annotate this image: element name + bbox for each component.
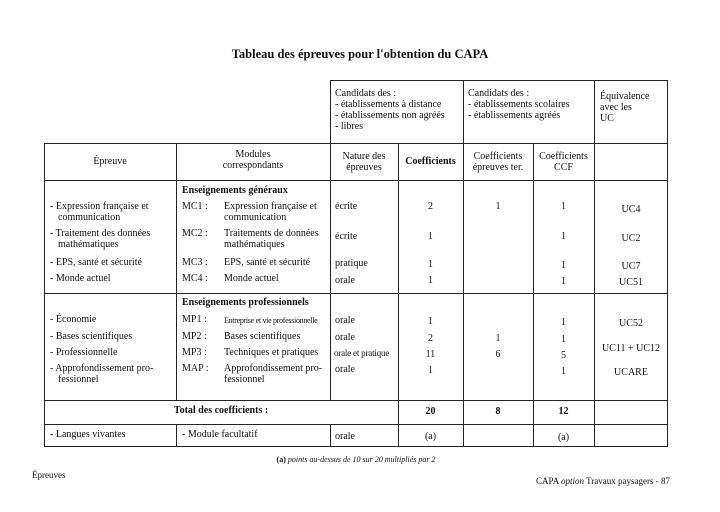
col-coefficients: Coefficients <box>405 156 456 167</box>
col-coef-ccf: Coefficients CCF <box>539 151 588 173</box>
uc-value: UC4 <box>621 204 641 215</box>
optional-ccf: (a) <box>557 432 570 443</box>
footnote: (a) points au-dessus de 10 sur 20 multipliés par 2 <box>276 455 436 464</box>
coef-ter-value: 6 <box>495 349 501 360</box>
exam-table <box>44 80 668 464</box>
col-epreuve: Épreuve <box>93 156 127 167</box>
table-row-epreuve: - EPS, santé et sécurité <box>50 257 142 268</box>
uc-value: UC51 <box>619 277 643 288</box>
module-name: Monde actuel <box>224 273 279 284</box>
module-name: Techniques et pratiques <box>224 347 319 358</box>
module-code: MAP : <box>182 363 209 374</box>
nature-value: orale <box>335 275 355 286</box>
coef-value: 1 <box>428 259 433 270</box>
coef-value: 1 <box>428 231 433 242</box>
col-nature: Nature des épreuves <box>342 151 386 173</box>
table-row-epreuve: - Bases scientifiques <box>50 331 133 342</box>
module-name: Approfondissement pro- fessionnel <box>224 363 323 385</box>
optional-nature: orale <box>335 431 355 442</box>
module-name: EPS, santé et sécurité <box>224 257 311 268</box>
coef-value: 2 <box>428 201 433 212</box>
coef-ccf-value: 1 <box>561 366 566 377</box>
coef-value: 11 <box>425 349 436 360</box>
coef-ccf-value: 1 <box>561 334 566 345</box>
uc-value: UC2 <box>621 233 641 244</box>
total-ccf: 12 <box>558 406 569 417</box>
nature-value: orale <box>335 315 355 326</box>
section-heading-general: Enseignements généraux <box>182 185 288 196</box>
header-candidates-schools: Candidats des : - établissements scolaires - établissements agréés <box>468 88 570 121</box>
coef-ter-value: 1 <box>495 333 501 344</box>
nature-value: orale <box>335 332 355 343</box>
section-heading-professional: Enseignements professionnels <box>182 297 309 308</box>
optional-epreuve: - Langues vivantes <box>50 429 126 440</box>
module-code: MP2 : <box>182 331 207 342</box>
coef-ter-value: 1 <box>495 201 501 212</box>
table-row-epreuve: - Monde actuel <box>50 273 111 284</box>
table-row-epreuve: - Traitement des données mathématiques <box>50 228 151 250</box>
module-name: Expression française et communication <box>224 201 317 223</box>
coef-value: 2 <box>428 333 433 344</box>
table-row-epreuve: - Professionnelle <box>50 347 118 358</box>
uc-value: UC52 <box>619 318 643 329</box>
module-code: MC1 : <box>182 201 208 212</box>
table-row-epreuve: - Approfondissement pro- fessionnel <box>50 363 154 385</box>
coef-value: 1 <box>428 275 433 286</box>
col-modules: Modules correspondants <box>222 149 284 171</box>
header-candidates-distance: Candidats des : - établissements à distance - établissements non agréés - libres <box>335 88 445 132</box>
module-code: MP1 : <box>182 314 207 325</box>
total-ter: 8 <box>495 406 501 417</box>
table-row-epreuve: - Expression française et communication <box>50 201 149 223</box>
uc-value: UC11 + UC12 <box>601 343 661 354</box>
module-code: MC3 : <box>182 257 208 268</box>
footer-left: Épreuves <box>32 470 66 480</box>
module-name: Entreprise et vie professionnelle <box>224 316 318 325</box>
optional-module: - Module facultatif <box>182 429 258 440</box>
coef-ccf-value: 1 <box>561 260 566 271</box>
nature-value: orale et pratique <box>334 348 390 358</box>
col-coef-ter: Coefficients épreuves ter. <box>472 151 524 173</box>
nature-value: écrite <box>335 231 358 242</box>
module-name: Bases scientifiques <box>224 331 301 342</box>
coef-value: 1 <box>428 316 433 327</box>
module-name: Traitements de données mathématiques <box>224 228 319 250</box>
coef-ccf-value: 1 <box>561 276 566 287</box>
coef-ccf-value: 1 <box>561 231 566 242</box>
page-title: Tableau des épreuves pour l'obtention du CAPA <box>231 47 489 61</box>
table-row-epreuve: - Économie <box>50 314 97 325</box>
total-label: Total des coefficients : <box>173 405 269 416</box>
coef-ccf-value: 1 <box>561 317 566 328</box>
coef-value: 1 <box>428 365 433 376</box>
coef-ccf-value: 1 <box>561 201 566 212</box>
optional-coef: (a) <box>424 431 437 442</box>
nature-value: pratique <box>335 258 368 269</box>
total-coef: 20 <box>425 406 436 417</box>
uc-value: UC7 <box>621 261 641 272</box>
nature-value: orale <box>335 364 355 375</box>
coef-ccf-value: 5 <box>561 350 566 361</box>
header-equivalence: Équivalence avec les UC <box>600 91 650 124</box>
module-code: MC4 : <box>182 273 208 284</box>
footer-right: CAPA option Travaux paysagers - 87 <box>536 476 670 486</box>
uc-value: UCARE <box>614 367 648 378</box>
module-code: MP3 : <box>182 347 207 358</box>
nature-value: écrite <box>335 201 358 212</box>
module-code: MC2 : <box>182 228 208 239</box>
